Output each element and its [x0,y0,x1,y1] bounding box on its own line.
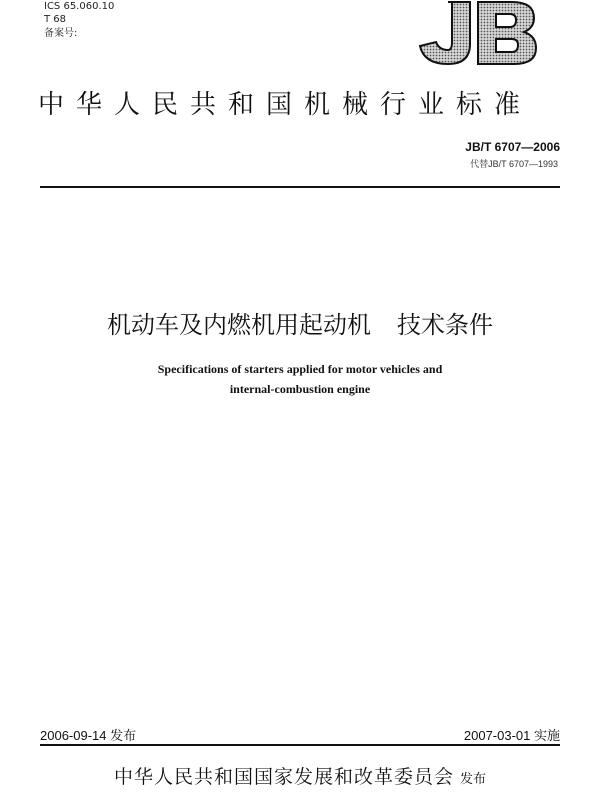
standard-number: JB/T 6707—2006 [465,140,560,154]
document-title-cn [0,305,600,340]
issue-date: 2006-09-14 发布 [40,728,137,743]
document-title-en-line2: internal-combustion engine [229,382,371,396]
category-code: T 68 [44,14,67,25]
record-number: 备案号: [44,28,78,39]
replaced-standard: 代替JB/T 6707—1993 [470,159,558,169]
title-cn-part2: 技术条件 [397,311,493,339]
implementation-date: 2007-03-01 实施 [463,728,560,743]
document-title-en-line1: Specifications of starters applied for motor vehicles and [157,362,443,376]
issuer [0,762,600,789]
jb-logo [408,0,540,66]
bottom-divider [40,744,560,746]
issuer-action: 发布 [460,772,487,787]
title-cn-part1: 机动车及内燃机用起动机 [107,311,371,339]
issuer-name: 中华人民共和国国家发展和改革委员会 [113,766,454,788]
top-divider [40,186,560,188]
organization-title: 中华人民共和国机械行业标准 [38,90,533,120]
ics-code: ICS 65.060.10 [44,1,115,12]
